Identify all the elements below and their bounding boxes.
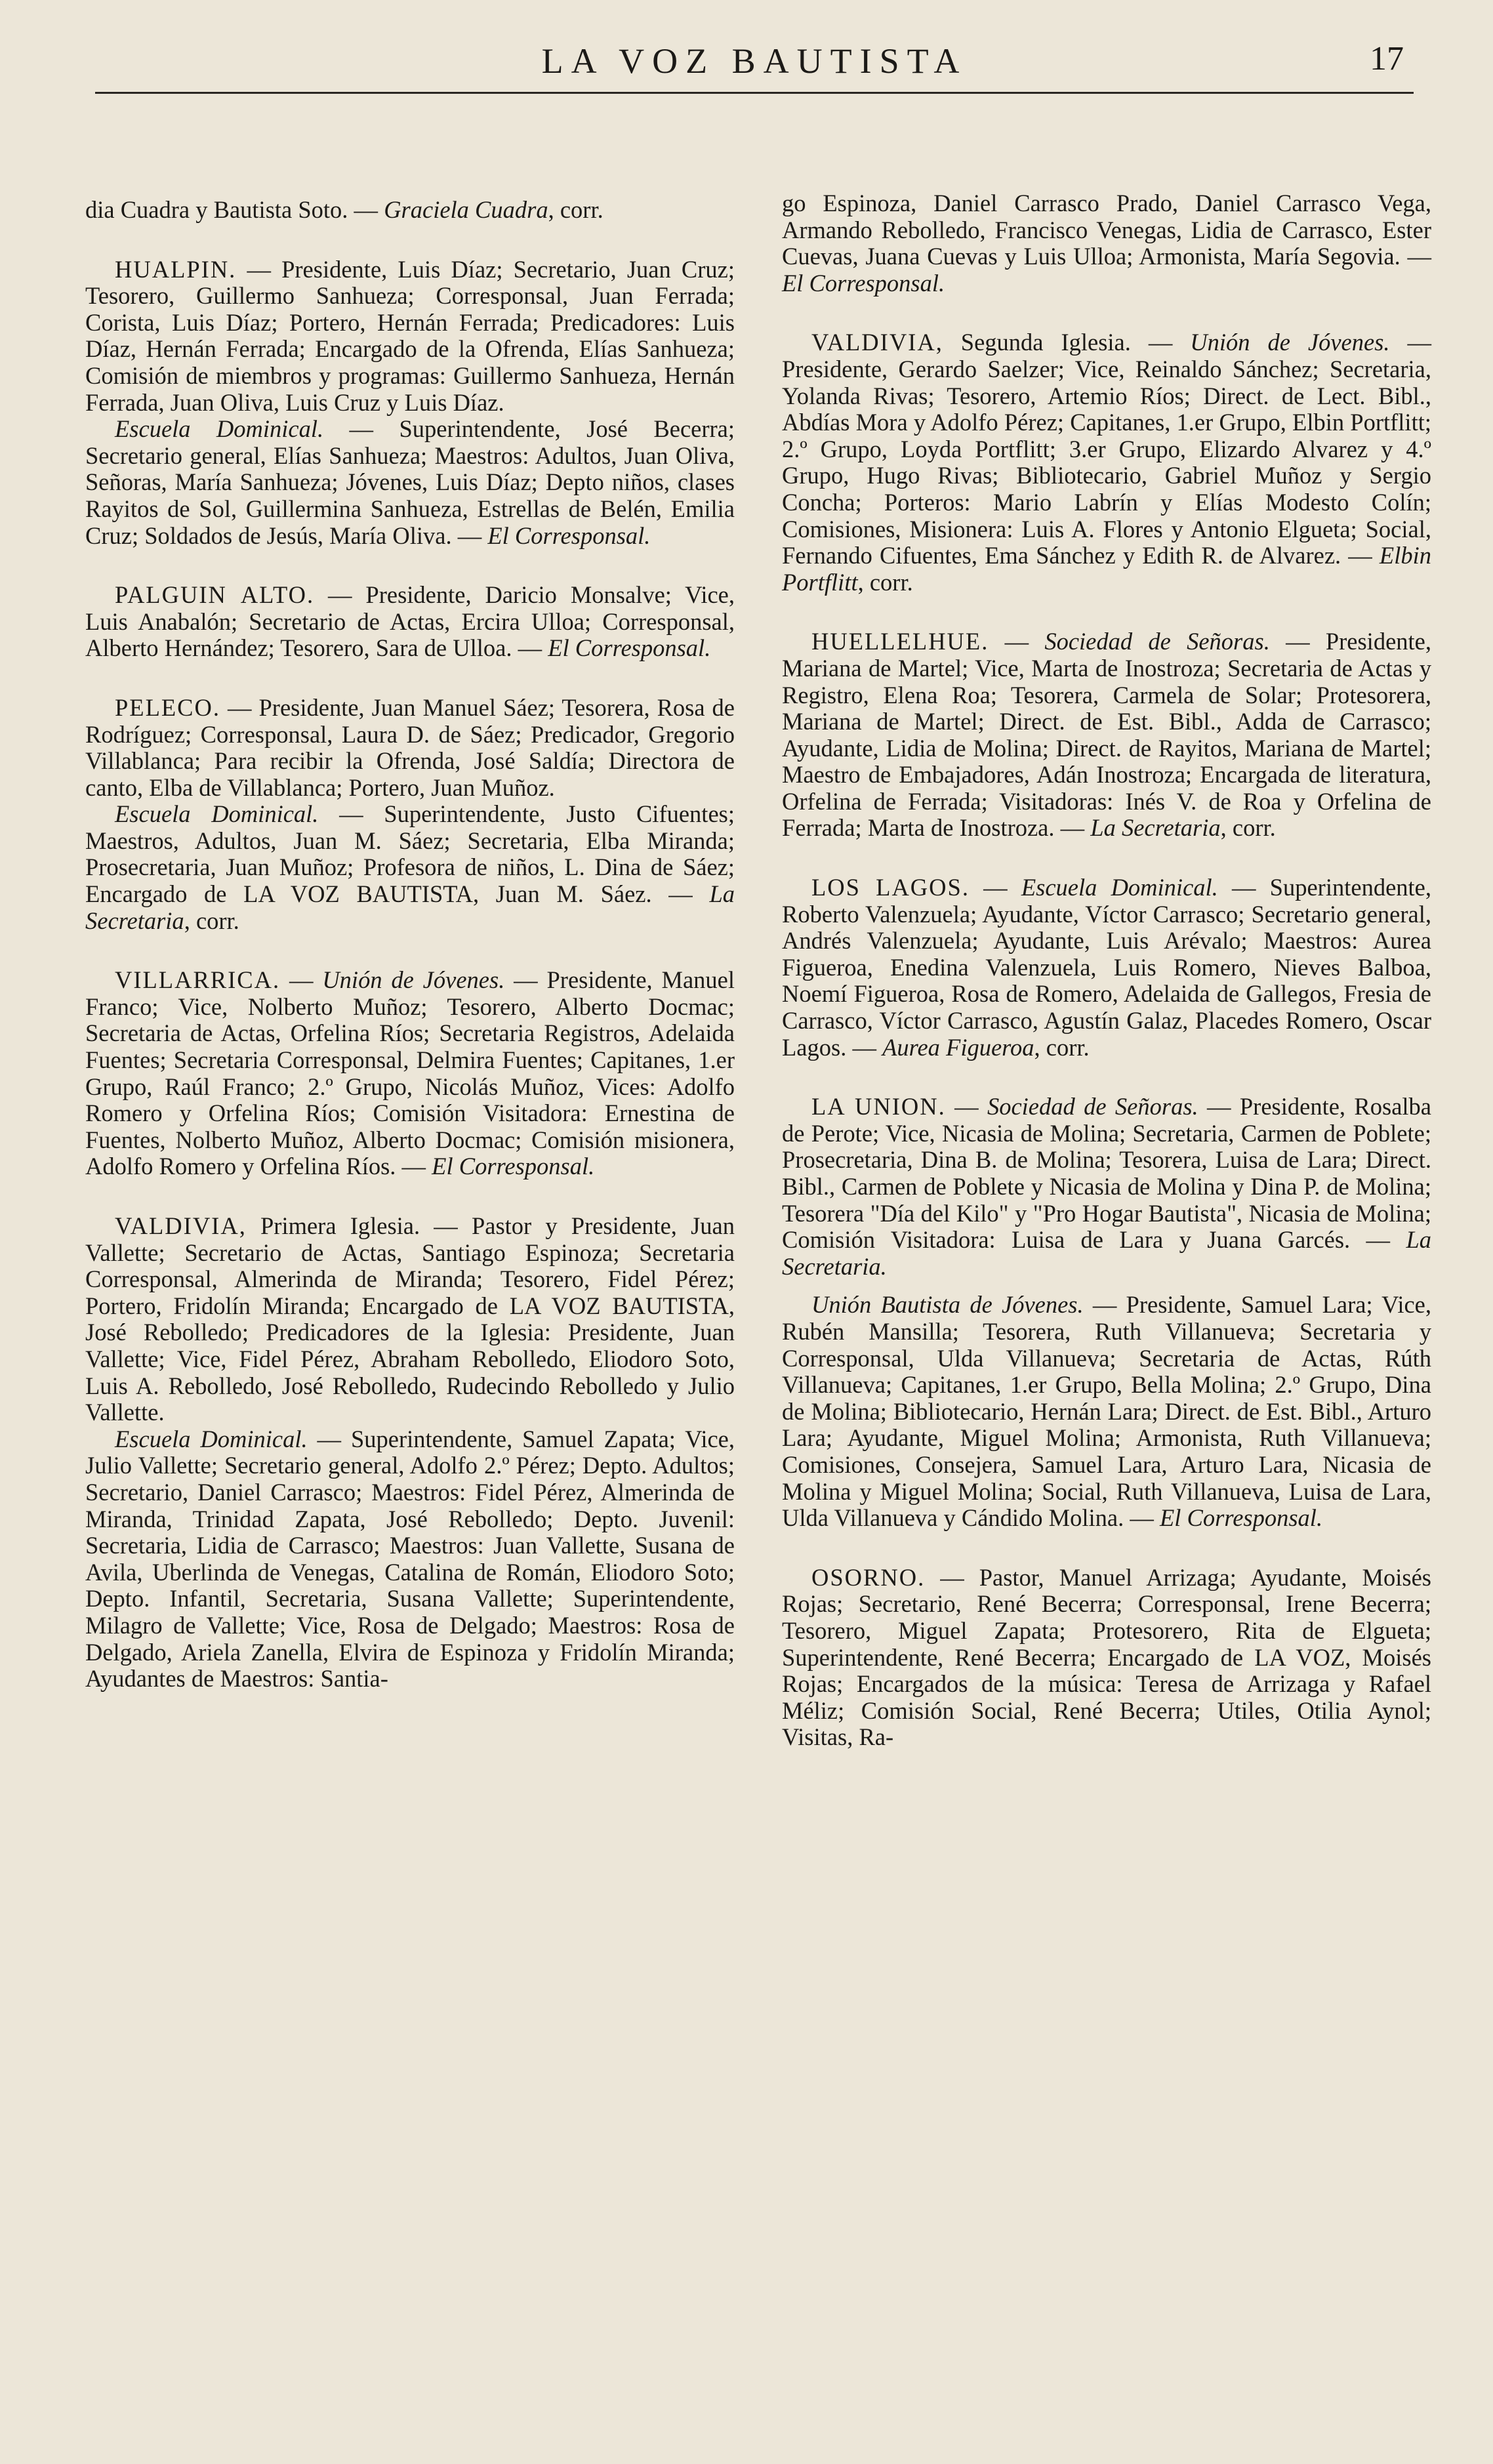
italic-text: Escuela Dominical.: [1021, 874, 1218, 901]
entry-peleco: [85, 695, 735, 801]
italic-text: Graciela Cuadra: [384, 196, 548, 223]
italic-text: El Corresponsal.: [548, 634, 711, 662]
place-name: HUELLELHUE.: [811, 628, 989, 655]
italic-text: El Corresponsal.: [432, 1153, 595, 1180]
entry-text: , corr.: [184, 907, 239, 934]
italic-text: Escuela Dominical.: [115, 1425, 308, 1452]
entry-launion-ubj: [782, 1292, 1431, 1531]
entry-text: , corr.: [1034, 1033, 1090, 1061]
entry-text: — Presidente, Gerardo Saelzer; Vice, Reinaldo Sánchez; Secretaria, Yolanda Rivas; Tesorero, Artemio Ríos; Direct. de Lect. Bibl., Abdías Mora y Adolfo Pérez; Capitanes, 1.er Grupo, Elbin Portflitt; 2.º Grupo, Loyda Portflitt; 3.er Grupo, Elizardo Alvarez y 4.º Grupo, Hugo Rivas; Bibliotecario, Gabriel Muñoz y Sergio Concha; Porteros: Mario Labrín y Elías Modesto Colín; Comisiones, Misionera: Luis A. Flores y Antonio Elgueta; Social, Fernando Cifuentes, Ema Sánchez y Edith R. de Alvarez. —: [782, 329, 1431, 569]
entry-text: —: [969, 874, 1021, 901]
entry-text: — Presidente, Rosalba de Perote; Vice, Nicasia de Molina; Secretaria, Carmen de Poblete; Prosecretaria, Dina B. de Molina; Tesorera, Luisa de Lara; Direct. Bibl., Carmen de Poblete y Nicasia de Molina y Dina P. de Molina; Tesorera "Día del Kilo" y "Pro Hogar Bautista", Nicasia de Molina; Comisión Visitadora: Luisa de Lara y Juana Garcés. —: [782, 1093, 1431, 1254]
entry-text: , corr.: [548, 196, 603, 223]
entry-villarrica: [85, 967, 735, 1180]
entry-text: go Espinoza, Daniel Carrasco Prado, Daniel Carrasco Vega, Armando Rebolledo, Francisco Venegas, Lidia de Carrasco, Ester Cuevas, Juana Cuevas y Luis Ulloa; Armonista, María Segovia. —: [782, 190, 1431, 270]
entry-peleco-ed: [85, 801, 735, 934]
entry-huellelhue: [782, 628, 1431, 842]
entry-text: — Pastor, Manuel Arrizaga; Ayudante, Moisés Rojas; Secretario, René Becerra; Corresponsal, Irene Becerra; Tesorero, Miguel Zapata; Protesorero, Rita de Elgueta; Superintendente, René Becerra; Encargado de LA VOZ, Moisés Rojas; Encargados de la música: Teresa de Arrizaga y Rafael Méliz; Comisión Social, René Becerra; Utiles, Otilia Aynol; Visitas, Ra-: [782, 1563, 1431, 1751]
entry-hualpin: [85, 257, 735, 417]
entry-text: — Presidente, Mariana de Martel; Vice, Marta de Inostroza; Secretaria de Actas y Registro, Elena Roa; Tesorera, Carmela de Solar; Protesorera, Mariana de Martel; Direct. de Est. Bibl., Adda de Carrasco; Ayudante, Lidia de Molina; Direct. de Rayitos, Mariana de Martel; Maestro de Embajadores, Adán Inostroza; Encargada de literatura, Orfelina de Ferrada; Visitadoras: Inés V. de Roa y Orfelina de Ferrada; Marta de Inostroza. —: [782, 628, 1431, 842]
italic-text: Escuela Dominical.: [115, 415, 324, 443]
page-number: 17: [1370, 40, 1404, 77]
running-title: LA VOZ BAUTISTA: [541, 41, 968, 81]
entry-text: Segunda Iglesia. —: [943, 329, 1191, 356]
place-name: PELECO.: [115, 693, 221, 721]
entry-loslagos: [782, 874, 1431, 1061]
entry-text: —: [280, 966, 323, 994]
header-rule: [95, 92, 1414, 94]
entry-text: — Superintendente, Samuel Zapata; Vice, Julio Vallette; Secretario general, Adolfo 2.º Pérez; Depto. Adultos; Secretario, Daniel Carrasco; Maestros: Fidel Pérez, Almerinda de Miranda, Trinidad Zapata, José Rebolledo; Depto. Juvenil: Secretaria, Lidia de Carrasco; Maestros: Juan Vallette, Susana de Avila, Uberlinda de Venegas, Catalina de Román, Eliodoro Soto; Depto. Infantil, Secretaria, Susana Vallette; Superintendente, Milagro de Vallette; Vice, Rosa de Delgado; Maestros: Rosa de Delgado, Ariela Zanella, Elvira de Espinoza y Fridolín Miranda; Ayudantes de Maestros: Santia-: [85, 1425, 735, 1693]
entry-text: — Presidente, Daricio Monsalve; Vice, Luis Anabalón; Secretario de Actas, Ercira Ulloa; Corresponsal, Alberto Hernández; Tesorero, Sara de Ulloa. —: [85, 581, 735, 662]
place-name: PALGUIN ALTO.: [115, 581, 315, 609]
italic-text: La Secretaria: [85, 880, 735, 934]
italic-text: Unión Bautista de Jóvenes.: [811, 1291, 1084, 1319]
place-name: VALDIVIA,: [115, 1212, 247, 1239]
entry-osorno: [782, 1565, 1431, 1751]
page-header: [95, 34, 1414, 96]
entry-espinoza: [782, 190, 1431, 297]
place-name: LA UNION.: [811, 1093, 946, 1120]
entry-text: — Superintendente, José Becerra; Secretario general, Elías Sanhueza; Maestros: Adultos, Juan Oliva, Señoras, María Sanhueza; Jóvenes, Luis Díaz; Depto niños, clases Rayitos de Sol, Guillermina Sanhueza, Estrellas de Belén, Emilia Cruz; Soldados de Jesús, María Oliva. —: [85, 415, 735, 549]
italic-text: Sociedad de Señoras.: [987, 1093, 1198, 1120]
entry-text: Primera Iglesia. — Pastor y Presidente, Juan Vallette; Secretario de Actas, Santiago Espinoza; Secretaria Corresponsal, Almerinda de Miranda; Tesorero, Fidel Pérez; Portero, Fridolín Miranda; Encargado de LA VOZ BAUTISTA, José Rebolledo; Predicadores de la Iglesia: Presidente, Juan Vallette; Vice, Fidel Pérez, Abraham Rebolledo, Eliodoro Soto, Luis A. Rebolledo, José Rebolledo, Rudecindo Rebolledo y Julio Vallette.: [85, 1212, 735, 1426]
entry-text: — Presidente, Luis Díaz; Secretario, Juan Cruz; Tesorero, Guillermo Sanhueza; Corresponsal, Juan Ferrada; Corista, Luis Díaz; Portero, Hernán Ferrada; Predicadores: Luis Díaz, Hernán Ferrada; Encargado de la Ofrenda, Elías Sanhueza; Comisión de miembros y programas: Guillermo Sanhueza, Hernán Ferrada, Juan Oliva, Luis Cruz y Luis Díaz.: [85, 255, 735, 416]
entry-text: — Superintendente, Justo Cifuentes; Maestros, Adultos, Juan M. Sáez; Secretaria, Elba Miranda; Prosecretaria, Juan Muñoz; Profesora de niños, L. Dina de Sáez; Encargado de LA VOZ BAUTISTA, Juan M. Sáez. —: [85, 800, 735, 908]
italic-text: Unión de Jóvenes.: [1190, 329, 1390, 356]
italic-text: La Secretaria.: [782, 1226, 1431, 1280]
place-name: VILLARRICA.: [115, 966, 281, 994]
entry-valdivia1: [85, 1213, 735, 1426]
entry-text: — Superintendente, Roberto Valenzuela; Ayudante, Víctor Carrasco; Secretario general, Andrés Valenzuela; Ayudante, Luis Arévalo; Maestros: Aurea Figueroa, Enedina Valenzuela, Luis Romero, Nieves Balboa, Noemí Figueroa, Rosa de Romero, Adelaida de Gallegos, Fresia de Carrasco, Víctor Carrasco, Agustín Galaz, Placedes Romero, Oscar Lagos. —: [782, 874, 1431, 1061]
entry-cuadra: [85, 197, 735, 224]
entry-text: — Presidente, Juan Manuel Sáez; Tesorera, Rosa de Rodríguez; Corresponsal, Laura D. de Sáez; Predicador, Gregorio Villablanca; Para recibir la Ofrenda, José Saldía; Directora de canto, Elba de Villablanca; Portero, Juan Muñoz.: [85, 693, 735, 801]
entry-launion: [782, 1094, 1431, 1280]
entry-valdivia2: [782, 329, 1431, 596]
italic-text: Sociedad de Señoras.: [1044, 628, 1270, 655]
entry-valdivia1-ed: [85, 1426, 735, 1693]
entry-text: , corr.: [1220, 814, 1276, 842]
entry-text: dia Cuadra y Bautista Soto. —: [85, 196, 384, 223]
entry-text: — Presidente, Samuel Lara; Vice, Rubén Mansilla; Tesorera, Ruth Villanueva; Secretaria y Corresponsal, Ulda Villanueva; Secretaria de Actas, Rúth Villanueva; Capitanes, 1.er Grupo, Bella Molina; 2.º Grupo, Dina de Molina; Bibliotecario, Hernán Lara; Direct. de Est. Bibl., Arturo Lara; Ayudante, Miguel Molina; Armonista, Ruth Villanueva; Comisiones, Consejera, Samuel Lara, Arturo Lara, Nicasia de Molina y Miguel Molina; Social, Ruth Villanueva, Luisa de Lara, Ulda Villanueva y Cándido Molina. —: [782, 1291, 1431, 1532]
entry-text: —: [945, 1093, 987, 1120]
italic-text: El Corresponsal.: [487, 522, 651, 549]
place-name: HUALPIN.: [115, 255, 237, 283]
place-name: OSORNO.: [811, 1563, 926, 1591]
italic-text: Elbin Portflitt: [782, 542, 1431, 596]
entry-palguin: [85, 582, 735, 662]
entry-text: — Presidente, Manuel Franco; Vice, Nolberto Muñoz; Tesorero, Alberto Docmac; Secretaria de Actas, Orfelina Ríos; Secretaria Registros, Adelaida Fuentes; Secretaria Corresponsal, Delmira Fuentes; Capitanes, 1.er Grupo, Raúl Franco; 2.º Grupo, Nicolás Muñoz, Vices: Adolfo Romero y Orfelina Ríos; Comisión Visitadora: Ernestina de Fuentes, Nolberto Muñoz, Alberto Docmac; Comisión misionera, Adolfo Romero y Orfelina Ríos. —: [85, 966, 735, 1180]
left-column: [85, 197, 735, 1693]
italic-text: La Secretaria: [1090, 814, 1221, 842]
right-column: [782, 190, 1431, 1751]
entry-text: , corr.: [857, 568, 913, 596]
place-name: LOS LAGOS.: [811, 874, 970, 901]
italic-text: El Corresponsal.: [1159, 1504, 1323, 1532]
italic-text: Unión de Jóvenes.: [322, 966, 505, 994]
italic-text: El Corresponsal.: [782, 269, 945, 297]
entry-text: —: [989, 628, 1045, 655]
place-name: VALDIVIA,: [811, 329, 943, 356]
italic-text: Aurea Figueroa: [882, 1033, 1034, 1061]
entry-hualpin-ed: [85, 416, 735, 549]
italic-text: Escuela Dominical.: [115, 800, 319, 828]
